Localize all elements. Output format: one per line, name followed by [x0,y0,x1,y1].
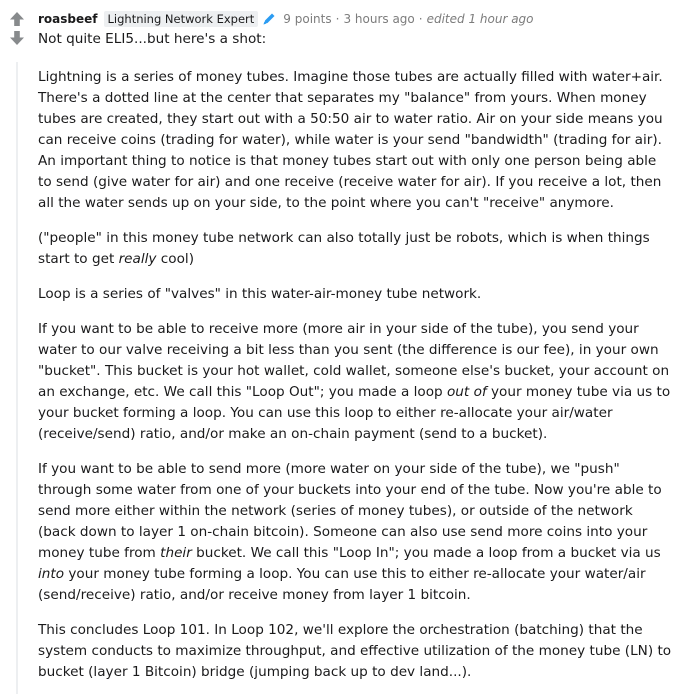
comment-paragraph [38,29,674,50]
paragraph-text: cool) [156,251,194,267]
comment-paragraph [38,284,674,305]
upvote-arrow-icon[interactable] [6,10,28,27]
edited-timestamp: edited 1 hour ago [426,12,534,26]
comment-paragraph [38,620,674,683]
emphasized-text: out of [446,384,487,400]
emphasized-text: really [118,251,157,267]
thread-line[interactable] [16,62,18,694]
timestamp[interactable]: 3 hours ago [343,12,415,26]
paragraph-text: your money tube via us to your bucket forming a loop. You can use this loop to either re-allocate your air/water (receive/send) ratio, and/or make an on-chain payment (send to a bucket). [38,384,671,442]
user-flair: Lightning Network Expert [104,11,259,27]
paragraph-text: This concludes Loop 101. In Loop 102, we'll explore the orchestration (batching) that the system conducts to maximize throughput, and effective utilization of the money tube (LN) to bucket (layer 1 Bitcoin) bridge (jumping back up to dev land...). [38,622,672,680]
paragraph-text: If you want to be able to receive more (more air in your side of the tube), you send your water to our valve receiving a bit less than you sent (the difference is our fee), in your own "bucket". This bucket is your hot wallet, cold wallet, someone else's bucket, your account on an exchange, etc. We call this "Loop Out"; you made a loop [38,321,670,400]
paragraph-text: Not quite ELI5...but here's a shot: [38,31,267,47]
points-count: 9 points [283,12,332,26]
comment-paragraph [38,67,674,214]
pencil-icon [261,11,277,27]
paragraph-text: Loop is a series of "valves" in this water-air-money tube network. [38,286,482,302]
comment-paragraph [38,459,674,606]
vote-column [6,10,28,47]
meta-separator: · [418,12,423,26]
comment-body [38,29,674,683]
comment-paragraph [38,319,674,445]
paragraph-text: ("people" in this money tube network can also totally just be robots, which is when things start to get [38,230,650,267]
paragraph-text: Lightning is a series of money tubes. Imagine those tubes are actually filled with water+air. There's a dotted line at the center that separates my "balance" from yours. When money tubes are created, they start out with a 50:50 air to water ratio. Air on your side means you can receive coins (trading for water), while water is your send "bandwidth" (trading for air). An important thing to notice is that money tubes start out with only one person being able to send (give water for air) and one receive (receive water for air). If you receive a lot, then all the water sends up on your side, to the point where you can't "receive" anymore. [38,69,663,211]
emphasized-text: their [160,545,192,561]
downvote-arrow-icon[interactable] [6,30,28,47]
paragraph-text: bucket. We call this "Loop In"; you made a loop from a bucket via us [191,545,661,561]
emphasized-text: into [38,566,65,582]
author-link[interactable]: roasbeef [38,12,98,26]
paragraph-text: your money tube forming a loop. You can use this to either re-allocate your water/air (send/receive) ratio, and/or receive money from layer 1 bitcoin. [38,566,646,603]
comment-content [38,10,674,697]
paragraph-text: If you want to be able to send more (more water on your side of the tube), we "push" through some water from one of your buckets into your end of the tube. Now you're able to send more either within the network (series of money tubes), or outside of the network (back down to layer 1 on-chain bitcoin). Someone can also use send more coins into your money tube from [38,461,662,561]
comment-paragraph [38,228,674,270]
comment-meta [38,10,674,28]
meta-separator: · [335,12,340,26]
